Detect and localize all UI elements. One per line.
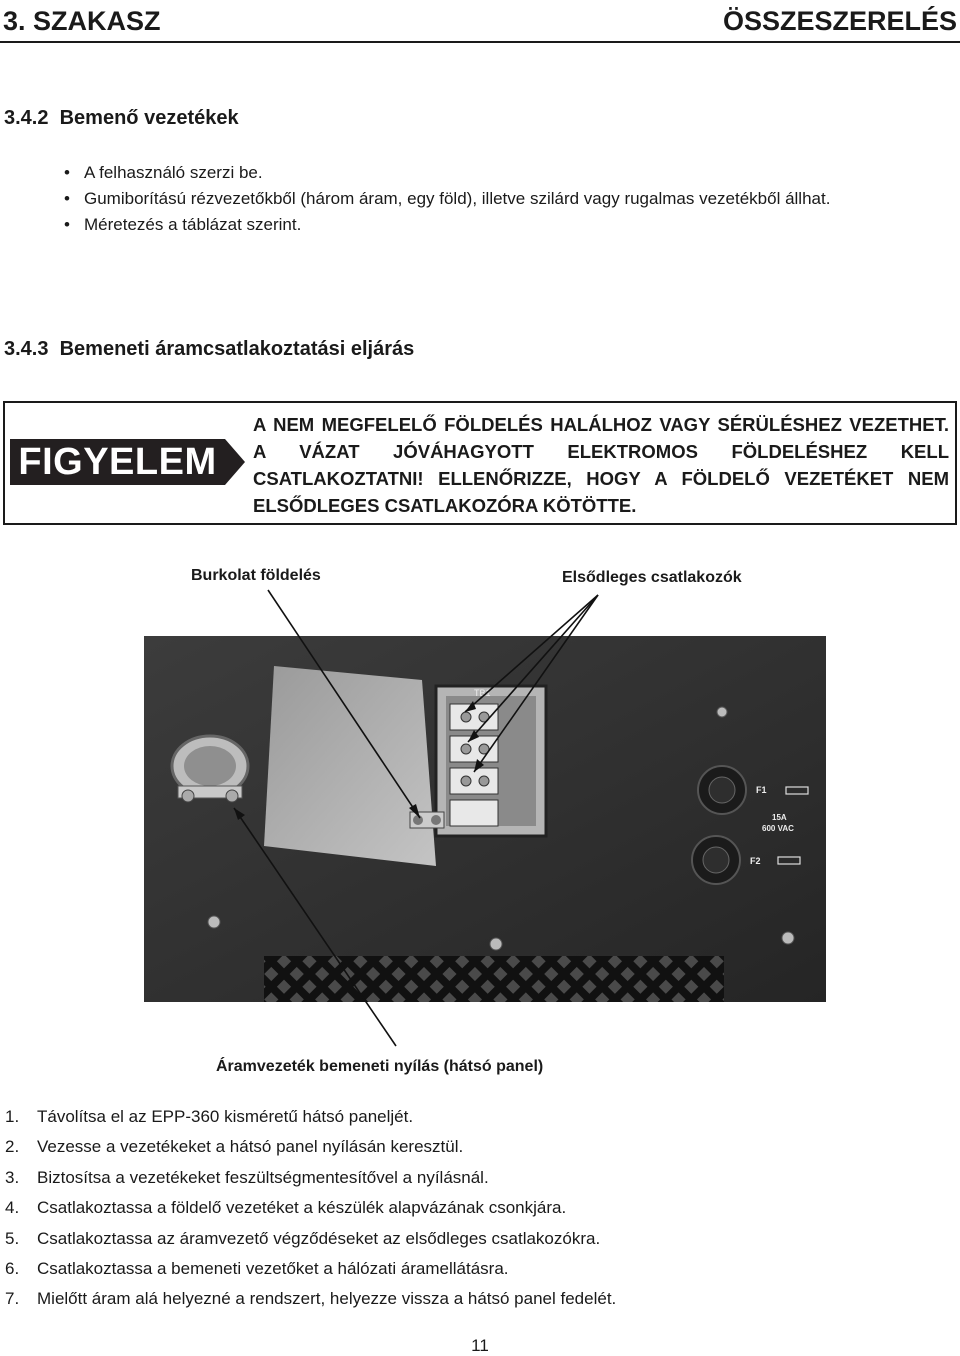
fuse2-label: F2: [750, 856, 761, 866]
warning-text: A NEM MEGFELELŐ FÖLDELÉS HALÁLHOZ VAGY SÉRÜLÉSHEZ VEZETHET. A VÁZAT JÓVÁHAGYOTT ELEKTROMOS FÖLDELÉSHEZ KELL CSATLAKOZTATNI! ELLENŐRIZZE, HOGY A FÖLDELŐ VEZETÉKET NEM ELSŐDLEGES CSATLAKOZÓRA KÖTÖTTE.: [253, 414, 949, 516]
list-item: 4. Csatlakoztassa a földelő vezetéket a készülék alapvázának csonkjára.: [5, 1198, 567, 1218]
list-item: 1. Távolítsa el az EPP-360 kisméretű hátsó paneljét.: [5, 1107, 414, 1126]
label-ground: Burkolat földelés: [191, 567, 321, 584]
fuse-rating-volts: 600 VAC: [762, 824, 794, 833]
chapter-title: ÖSSZESZERELÉS: [722, 6, 957, 36]
list-item: 6. Csatlakoztassa a bemeneti vezetőket a hálózati áramellátásra.: [5, 1259, 509, 1279]
heading-number: 3.4.2: [4, 107, 49, 129]
list-item: • Méretezés a táblázat szerint.: [64, 215, 302, 234]
fuse1-label: F1: [756, 785, 767, 795]
label-primary-terminals: Elsődleges csatlakozók: [562, 569, 742, 586]
heading-number: 3.4.3: [4, 338, 49, 360]
fuse-rating-amps: 15A: [772, 813, 787, 822]
list-item: 3. Biztosítsa a vezetékeket feszültségmentesítővel a nyílásnál.: [5, 1167, 489, 1187]
list-item: • A felhasználó szerzi be.: [64, 163, 263, 182]
warning-badge: FIGYELEM: [10, 439, 225, 485]
list-item: • Gumiborítású rézvezetőkből (három áram, egy föld), illetve szilárd vagy rugalmas vezetékből állhat.: [64, 189, 831, 208]
label-input-opening: Áramvezeték bemeneti nyílás (hátsó panel): [216, 1058, 544, 1075]
list-item: 5. Csatlakoztassa az áramvezető végződéseket az elsődleges csatlakozókra.: [5, 1228, 601, 1248]
section-label: 3. SZAKASZ: [3, 6, 161, 36]
page-number: 11: [471, 1336, 489, 1355]
tb1-label: TB1: [474, 688, 491, 698]
list-item: 2. Vezesse a vezetékeket a hátsó panel nyílásán keresztül.: [5, 1137, 464, 1157]
heading-title: Bemenő vezetékek: [59, 107, 239, 129]
list-item: 7. Mielőtt áram alá helyezné a rendszert, helyezze vissza a hátsó panel fedelét.: [5, 1289, 617, 1309]
heading-title: Bemeneti áramcsatlakoztatási eljárás: [59, 338, 415, 360]
procedure-steps: [5, 1102, 935, 1315]
